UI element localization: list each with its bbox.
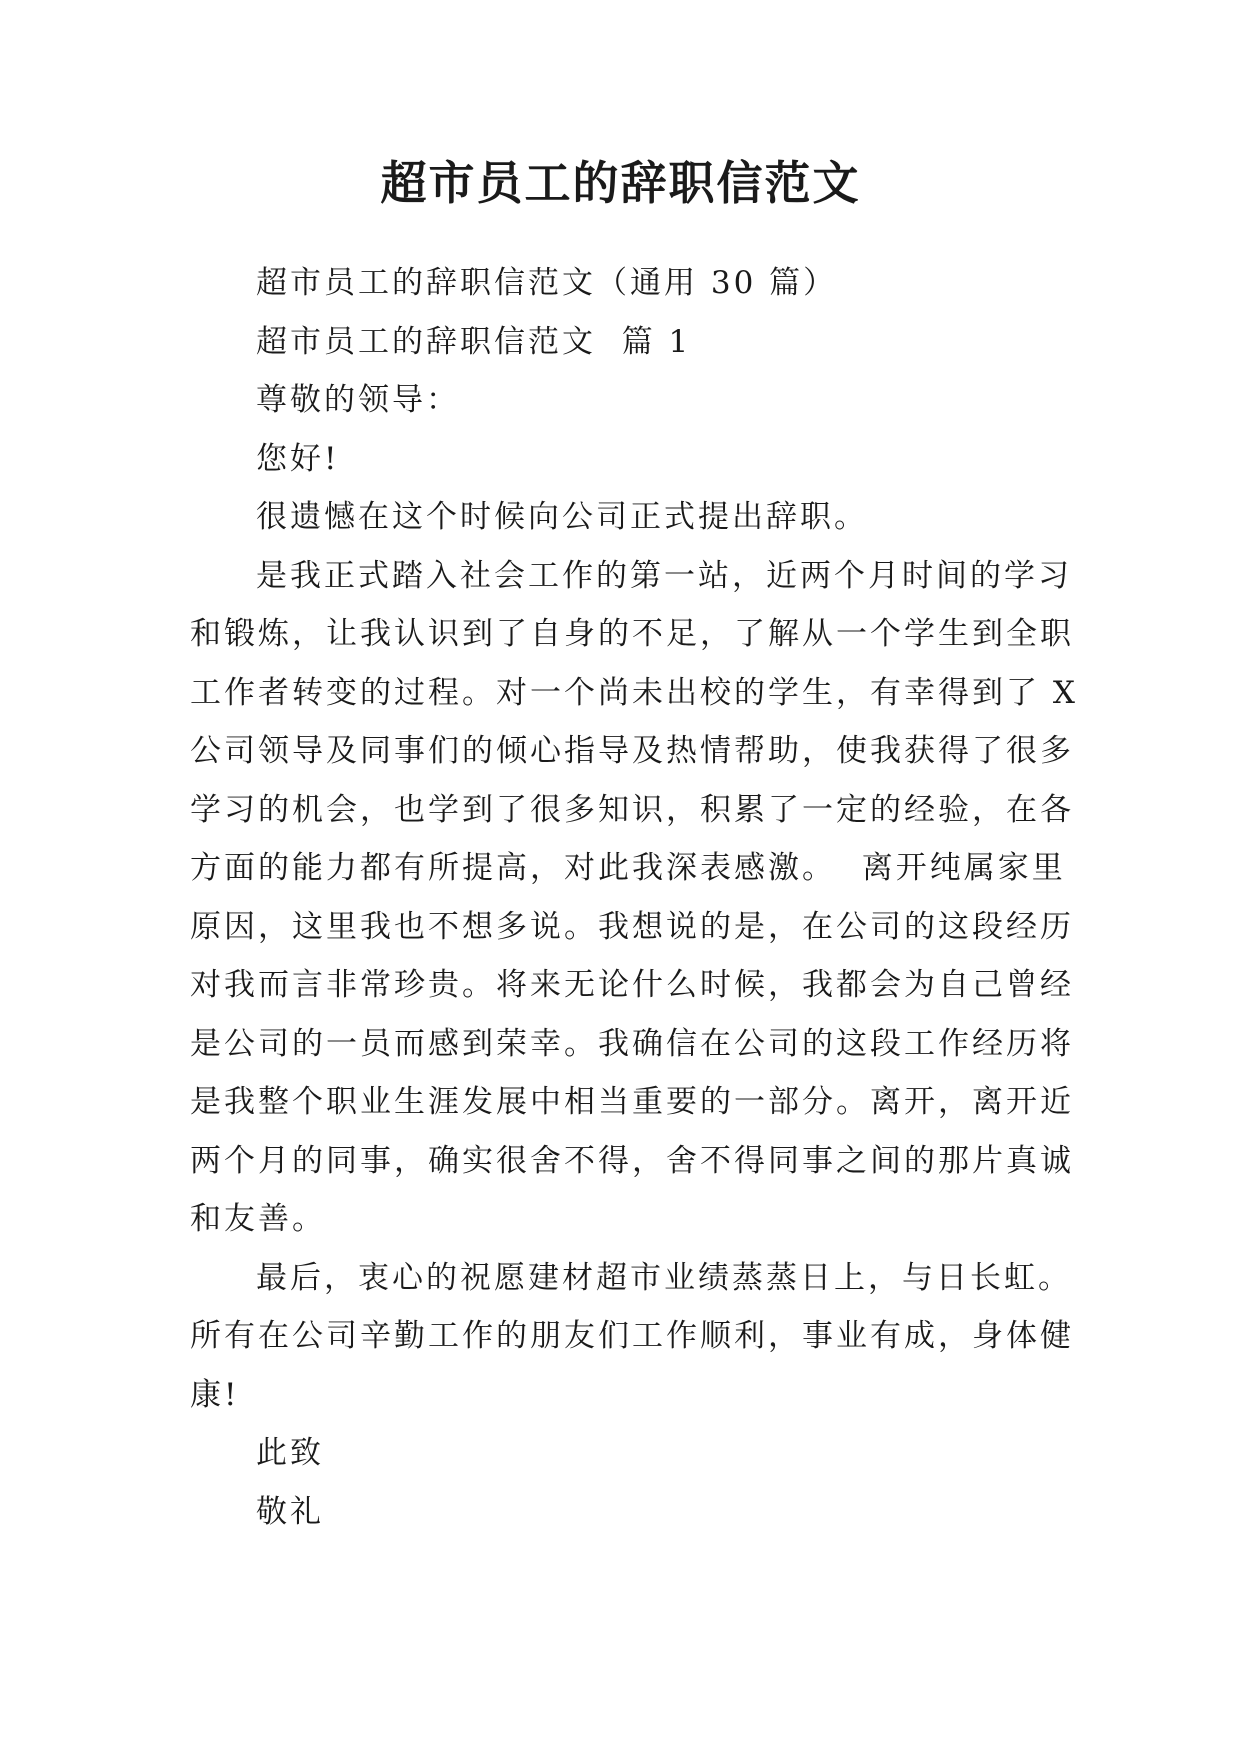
paragraph-line: 所有在公司辛勤工作的朋友们工作顺利，事业有成，身体健 bbox=[190, 1318, 1074, 1354]
paragraph-2 bbox=[190, 547, 1078, 1249]
paragraph-line: 学习的机会，也学到了很多知识，积累了一定的经验，在各 bbox=[190, 791, 1074, 828]
paragraph-line: 是公司的一员而感到荣幸。我确信在公司的这段工作经历将 bbox=[190, 1025, 1074, 1062]
document-title: 超市员工的辞职信范文 bbox=[380, 156, 861, 210]
paragraph-line: 最后，衷心的祝愿建材超市业绩蒸蒸日上，与日长虹。 bbox=[256, 1259, 1072, 1296]
paragraph-line: 原因，这里我也不想多说。我想说的是，在公司的这段经历 bbox=[190, 908, 1074, 945]
paragraph-3 bbox=[190, 1249, 1074, 1425]
paragraph-line: 和友善。 bbox=[190, 1201, 326, 1237]
document-body bbox=[190, 254, 1078, 1541]
paragraph-line: 方面的能力都有所提高，对此我深表感激。 离开纯属家里 bbox=[190, 850, 1066, 886]
closing-line-2: 敬礼 bbox=[256, 1493, 324, 1530]
subtitle: 超市员工的辞职信范文（通用 30 篇） bbox=[256, 265, 838, 301]
paragraph-1: 很遗憾在这个时候向公司正式提出辞职。 bbox=[256, 499, 868, 535]
salutation: 尊敬的领导： bbox=[256, 382, 460, 418]
paragraph-line: 康! bbox=[190, 1376, 240, 1413]
paragraph-line: 是我整个职业生涯发展中相当重要的一部分。离开，离开近 bbox=[190, 1084, 1074, 1120]
paragraph-line: 和锻炼，让我认识到了自身的不足，了解从一个学生到全职 bbox=[190, 616, 1074, 652]
greeting: 您好! bbox=[256, 440, 340, 477]
section-heading: 超市员工的辞职信范文 篇 1 bbox=[256, 323, 692, 360]
paragraph-line: 两个月的同事，确实很舍不得，舍不得同事之间的那片真诚 bbox=[190, 1142, 1074, 1179]
paragraph-line: 对我而言非常珍贵。将来无论什么时候，我都会为自己曾经 bbox=[190, 967, 1074, 1003]
paragraph-line: 公司领导及同事们的倾心指导及热情帮助，使我获得了很多 bbox=[190, 733, 1074, 769]
paragraph-line: 是我正式踏入社会工作的第一站，近两个月时间的学习 bbox=[256, 557, 1072, 594]
closing-line-1: 此致 bbox=[256, 1435, 324, 1471]
paragraph-line: 工作者转变的过程。对一个尚未出校的学生，有幸得到了 X bbox=[190, 674, 1078, 711]
